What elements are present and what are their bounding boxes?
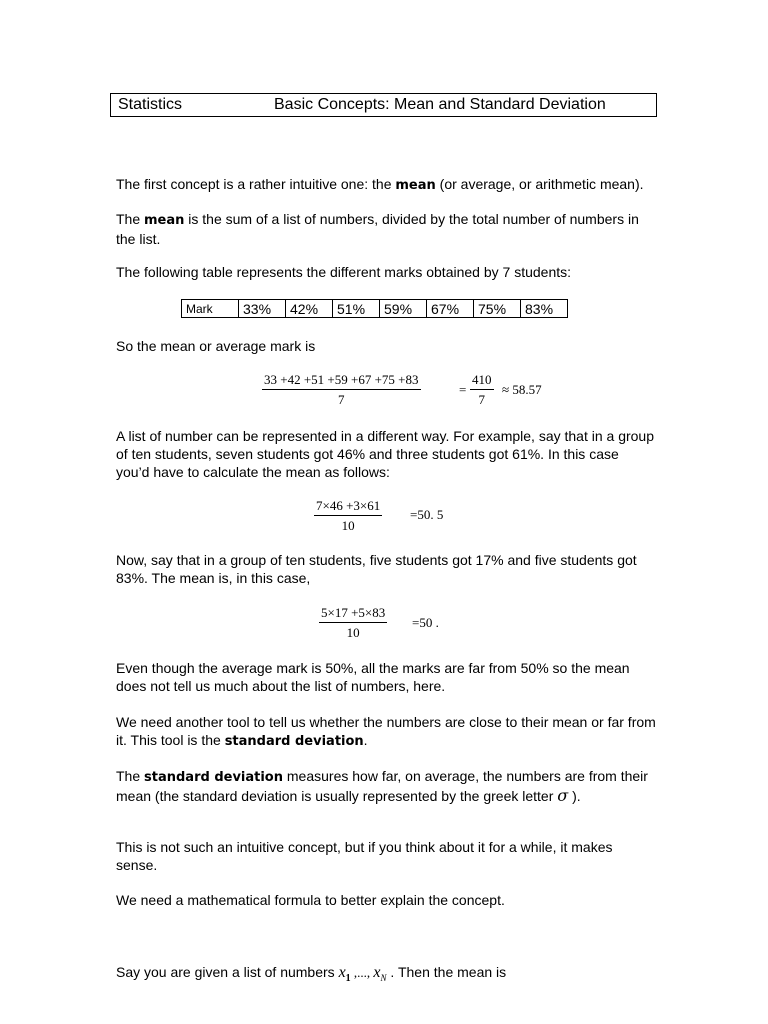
- p1-text-b: (or average, or arithmetic mean).: [435, 176, 644, 192]
- table-cell: 51%: [333, 300, 380, 318]
- equation-2-numerator: 7×46 +3×61: [314, 498, 382, 516]
- paragraph-intro: [116, 175, 656, 195]
- p1-text-a: The first concept is a rather intuitive one: the: [116, 176, 396, 192]
- variable-xn: x: [373, 964, 381, 981]
- document-header: [110, 93, 657, 117]
- table-row: [182, 300, 568, 318]
- equation-3-fraction: [319, 605, 387, 641]
- equation-1-fraction: [262, 372, 421, 408]
- equation-3-tail: .: [432, 615, 439, 630]
- equation-2-result: =50. 5: [410, 507, 444, 522]
- equation-1-approx: ≈ 58.57: [502, 382, 542, 397]
- paragraph-another-tool: [116, 713, 656, 751]
- p9-text-a: The: [116, 768, 145, 784]
- equation-1-fraction-2: [470, 372, 494, 408]
- p1-bold: mean: [395, 178, 436, 193]
- equation-3-numerator: 5×17 +5×83: [319, 605, 387, 623]
- p12-ellipsis: ,...,: [350, 965, 374, 980]
- equation-1-equals: =: [459, 382, 467, 397]
- equation-1-numerator-2: 410: [470, 372, 494, 390]
- paragraph-mean-limitation: Even though the average mark is 50%, all the marks are far from 50% so the mean does not tell us much about the list of numbers, here.: [116, 660, 630, 694]
- p12-text-a: Say you are given a list of numbers: [116, 964, 339, 980]
- p2-text-a: The: [116, 211, 145, 227]
- equation-3-result: [412, 615, 439, 631]
- paragraph-list-of-numbers: [116, 963, 656, 988]
- table-cell: 33%: [239, 300, 286, 318]
- p8-bold: standard deviation: [224, 734, 364, 749]
- paragraph-mean-definition: [116, 210, 656, 248]
- equation-2-denominator: 10: [341, 518, 355, 533]
- p12-text-b: . Then the mean is: [386, 964, 507, 980]
- paragraph-intuitive: This is not such an intuitive concept, but if you think about it for a while, it makes sense.: [116, 839, 613, 873]
- equation-3-denominator: 10: [346, 625, 360, 640]
- p9-bold: standard deviation: [144, 770, 283, 785]
- p8-text-a: We need another tool to tell us whether the numbers are close to their mean or far from it. This tool is the: [116, 714, 656, 748]
- paragraph-mean-mark: So the mean or average mark is: [116, 338, 316, 354]
- paragraph-formula-intro: We need a mathematical formula to better explain the concept.: [116, 892, 505, 908]
- subscript-n: N: [380, 972, 387, 983]
- p9-text-c: ).: [568, 788, 581, 804]
- paragraph-table-intro: The following table represents the different marks obtained by 7 students:: [116, 264, 572, 280]
- table-cell: 67%: [427, 300, 474, 318]
- equation-3-result-value: =50: [412, 615, 433, 630]
- header-subject: Statistics: [118, 96, 183, 113]
- equation-1-denominator-2: 7: [478, 392, 485, 407]
- p2-bold: mean: [144, 213, 185, 228]
- subscript-1: 1: [345, 972, 351, 984]
- equation-1-denominator: 7: [338, 392, 345, 407]
- p2-text-b: is the sum of a list of numbers, divided by the total number of numbers in the list.: [116, 211, 639, 247]
- table-label: Mark: [182, 300, 239, 318]
- marks-table: [181, 299, 568, 318]
- header-title: Basic Concepts: Mean and Standard Deviation: [274, 96, 606, 113]
- paragraph-grouped-mean: A list of number can be represented in a different way. For example, say that in a group of ten students, seven students got 46% and three students got 61%. In this case you’d have to calculate the mean as follows:: [116, 428, 655, 480]
- variable-x1: x: [338, 964, 346, 981]
- table-cell: 75%: [474, 300, 521, 318]
- sigma-symbol: σ: [557, 786, 569, 805]
- paragraph-spread-example: Now, say that in a group of ten students, five students got 17% and five students got 83%. The mean is, in this case,: [116, 552, 637, 586]
- table-cell: 83%: [521, 300, 568, 318]
- paragraph-std-definition: [116, 767, 656, 805]
- equation-1-numerator: 33 +42 +51 +59 +67 +75 +83: [262, 372, 421, 390]
- table-cell: 42%: [286, 300, 333, 318]
- p9-text-b: measures how far, on average, the numbers are from their mean (the standard deviation is usually represented by the greek letter: [116, 768, 648, 804]
- p8-text-b: .: [363, 732, 368, 748]
- table-cell: 59%: [380, 300, 427, 318]
- equation-2-fraction: [314, 498, 382, 534]
